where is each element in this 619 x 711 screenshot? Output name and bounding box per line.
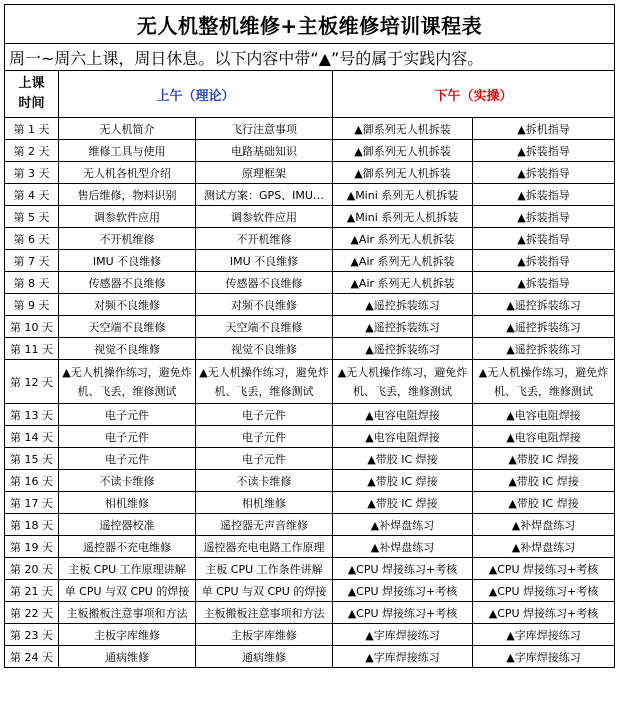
day-cell: 第 21 天 [5,580,59,602]
table-row [5,536,615,558]
afternoon-session-1: ▲电容电阻焊接 [333,426,473,448]
morning-session-2: 主板搬板注意事项和方法 [196,602,333,624]
afternoon-session-1: ▲电容电阻焊接 [333,404,473,426]
day-cell: 第 22 天 [5,602,59,624]
time-header-line2: 时间 [18,96,45,111]
morning-session-2: 传感器不良维修 [196,272,333,294]
afternoon-session-1: ▲CPU 焊接练习+考核 [333,558,473,580]
table-row [5,118,615,140]
schedule-body [5,5,615,668]
afternoon-session-1: ▲补焊盘练习 [333,536,473,558]
afternoon-session-1: ▲Air 系列无人机拆装 [333,228,473,250]
day-cell: 第 1 天 [5,118,59,140]
table-row [5,470,615,492]
notice-text: 周一~周六上课，周日休息。以下内容中带“▲”号的属于实践内容。 [5,44,615,71]
table-row [5,338,615,360]
morning-session-1: 主板 CPU 工作原理讲解 [59,558,196,580]
day-cell: 第 13 天 [5,404,59,426]
table-row [5,602,615,624]
morning-session-2: 视觉不良维修 [196,338,333,360]
afternoon-session-1: ▲带胶 IC 焊接 [333,448,473,470]
afternoon-session-2: ▲带胶 IC 焊接 [473,448,615,470]
table-row [5,272,615,294]
afternoon-session-2: ▲CPU 焊接练习+考核 [473,580,615,602]
morning-session-2: IMU 不良维修 [196,250,333,272]
afternoon-session-2: ▲遥控拆装练习 [473,294,615,316]
afternoon-session-2: ▲遥控拆装练习 [473,316,615,338]
morning-session-2: 单 CPU 与双 CPU 的焊接 [196,580,333,602]
morning-session-1: 主板字库维修 [59,624,196,646]
morning-session-1: 遥控器校准 [59,514,196,536]
day-cell: 第 14 天 [5,426,59,448]
table-row [5,294,615,316]
afternoon-session-1: ▲CPU 焊接练习+考核 [333,580,473,602]
afternoon-session-1: ▲字库焊接练习 [333,646,473,668]
morning-session-1: 电子元件 [59,404,196,426]
afternoon-session-1: ▲字库焊接练习 [333,624,473,646]
morning-session-1: 电子元件 [59,426,196,448]
day-cell: 第 4 天 [5,184,59,206]
schedule-table [4,4,615,668]
afternoon-session-2: ▲拆装指导 [473,250,615,272]
afternoon-session-1: ▲御系列无人机拆装 [333,140,473,162]
morning-session-1: ▲无人机操作练习，避免炸机、飞丢，维修测试 [59,360,196,404]
table-row [5,360,615,404]
afternoon-session-2: ▲拆机指导 [473,118,615,140]
time-header [5,71,59,118]
table-row [5,228,615,250]
morning-session-1: 调参软件应用 [59,206,196,228]
day-cell: 第 6 天 [5,228,59,250]
afternoon-session-1: ▲CPU 焊接练习+考核 [333,602,473,624]
table-row [5,580,615,602]
morning-session-2: 主板 CPU 工作条件讲解 [196,558,333,580]
morning-session-1: 视觉不良维修 [59,338,196,360]
day-cell: 第 15 天 [5,448,59,470]
morning-session-2: 对频不良维修 [196,294,333,316]
afternoon-session-1: ▲无人机操作练习，避免炸机、飞丢，维修测试 [333,360,473,404]
morning-session-2: 电子元件 [196,404,333,426]
afternoon-session-2: ▲CPU 焊接练习+考核 [473,602,615,624]
morning-session-2: 电路基础知识 [196,140,333,162]
afternoon-session-2: ▲拆装指导 [473,206,615,228]
morning-session-1: 天空端不良维修 [59,316,196,338]
table-row [5,624,615,646]
afternoon-session-1: ▲遥控拆装练习 [333,338,473,360]
morning-session-1: 电子元件 [59,448,196,470]
table-row [5,404,615,426]
afternoon-session-1: ▲Mini 系列无人机拆装 [333,206,473,228]
afternoon-session-2: ▲拆装指导 [473,228,615,250]
morning-session-1: 传感器不良维修 [59,272,196,294]
afternoon-session-2: ▲字库焊接练习 [473,624,615,646]
afternoon-session-2: ▲拆装指导 [473,162,615,184]
table-row [5,140,615,162]
table-row [5,316,615,338]
morning-session-1: 通病维修 [59,646,196,668]
morning-session-2: 通病维修 [196,646,333,668]
morning-session-1: 对频不良维修 [59,294,196,316]
morning-session-2: 遥控器充电电路工作原理 [196,536,333,558]
morning-session-2: 不开机维修 [196,228,333,250]
day-cell: 第 2 天 [5,140,59,162]
morning-session-2: 主板字库维修 [196,624,333,646]
table-row [5,426,615,448]
afternoon-session-2: ▲无人机操作练习，避免炸机、飞丢，维修测试 [473,360,615,404]
afternoon-session-2: ▲补焊盘练习 [473,536,615,558]
afternoon-session-2: ▲字库焊接练习 [473,646,615,668]
day-cell: 第 19 天 [5,536,59,558]
morning-session-1: 单 CPU 与双 CPU 的焊接 [59,580,196,602]
table-row [5,492,615,514]
day-cell: 第 9 天 [5,294,59,316]
afternoon-session-1: ▲补焊盘练习 [333,514,473,536]
table-row [5,206,615,228]
morning-session-2: 天空端不良维修 [196,316,333,338]
morning-session-2: 不读卡维修 [196,470,333,492]
day-cell: 第 16 天 [5,470,59,492]
afternoon-session-1: ▲带胶 IC 焊接 [333,470,473,492]
day-cell: 第 18 天 [5,514,59,536]
morning-session-2: 调参软件应用 [196,206,333,228]
day-cell: 第 23 天 [5,624,59,646]
afternoon-session-1: ▲Air 系列无人机拆装 [333,272,473,294]
afternoon-header: 下午（实操） [333,71,615,118]
morning-session-2: 飞行注意事项 [196,118,333,140]
afternoon-session-2: ▲带胶 IC 焊接 [473,470,615,492]
morning-session-1: 遥控器不充电维修 [59,536,196,558]
time-header-line1: 上课 [18,76,45,91]
morning-session-2: 测试方案：GPS、IMU… [196,184,333,206]
morning-session-2: 相机维修 [196,492,333,514]
morning-session-1: 不读卡维修 [59,470,196,492]
day-cell: 第 11 天 [5,338,59,360]
table-row [5,250,615,272]
notice-row [5,44,615,71]
table-row [5,646,615,668]
day-cell: 第 12 天 [5,360,59,404]
day-cell: 第 20 天 [5,558,59,580]
table-row [5,558,615,580]
day-cell: 第 7 天 [5,250,59,272]
afternoon-session-1: ▲御系列无人机拆装 [333,118,473,140]
table-row [5,448,615,470]
page-title: 无人机整机维修+主板维修培训课程表 [5,5,615,44]
morning-session-1: 维修工具与使用 [59,140,196,162]
morning-header: 上午（理论） [59,71,333,118]
morning-session-2: 原理框架 [196,162,333,184]
morning-session-1: 售后维修，物料识别 [59,184,196,206]
title-row [5,5,615,44]
header-row [5,71,615,118]
morning-session-1: 不开机维修 [59,228,196,250]
morning-session-2: ▲无人机操作练习，避免炸机、飞丢，维修测试 [196,360,333,404]
day-cell: 第 24 天 [5,646,59,668]
afternoon-session-1: ▲带胶 IC 焊接 [333,492,473,514]
afternoon-session-2: ▲拆装指导 [473,184,615,206]
morning-session-1: 无人机简介 [59,118,196,140]
day-cell: 第 17 天 [5,492,59,514]
day-cell: 第 8 天 [5,272,59,294]
afternoon-session-2: ▲电容电阻焊接 [473,404,615,426]
morning-session-2: 电子元件 [196,448,333,470]
day-cell: 第 5 天 [5,206,59,228]
morning-session-1: 相机维修 [59,492,196,514]
morning-session-1: IMU 不良维修 [59,250,196,272]
afternoon-session-1: ▲遥控拆装练习 [333,294,473,316]
afternoon-session-2: ▲补焊盘练习 [473,514,615,536]
afternoon-session-2: ▲电容电阻焊接 [473,426,615,448]
morning-session-1: 无人机各机型介绍 [59,162,196,184]
afternoon-session-2: ▲遥控拆装练习 [473,338,615,360]
day-cell: 第 10 天 [5,316,59,338]
afternoon-session-1: ▲遥控拆装练习 [333,316,473,338]
afternoon-session-1: ▲御系列无人机拆装 [333,162,473,184]
afternoon-session-2: ▲拆装指导 [473,272,615,294]
table-row [5,162,615,184]
afternoon-session-1: ▲Air 系列无人机拆装 [333,250,473,272]
afternoon-session-1: ▲Mini 系列无人机拆装 [333,184,473,206]
table-row [5,514,615,536]
morning-session-2: 电子元件 [196,426,333,448]
afternoon-session-2: ▲拆装指导 [473,140,615,162]
morning-session-2: 遥控器无声音维修 [196,514,333,536]
table-row [5,184,615,206]
morning-session-1: 主板搬板注意事项和方法 [59,602,196,624]
afternoon-session-2: ▲带胶 IC 焊接 [473,492,615,514]
day-cell: 第 3 天 [5,162,59,184]
afternoon-session-2: ▲CPU 焊接练习+考核 [473,558,615,580]
